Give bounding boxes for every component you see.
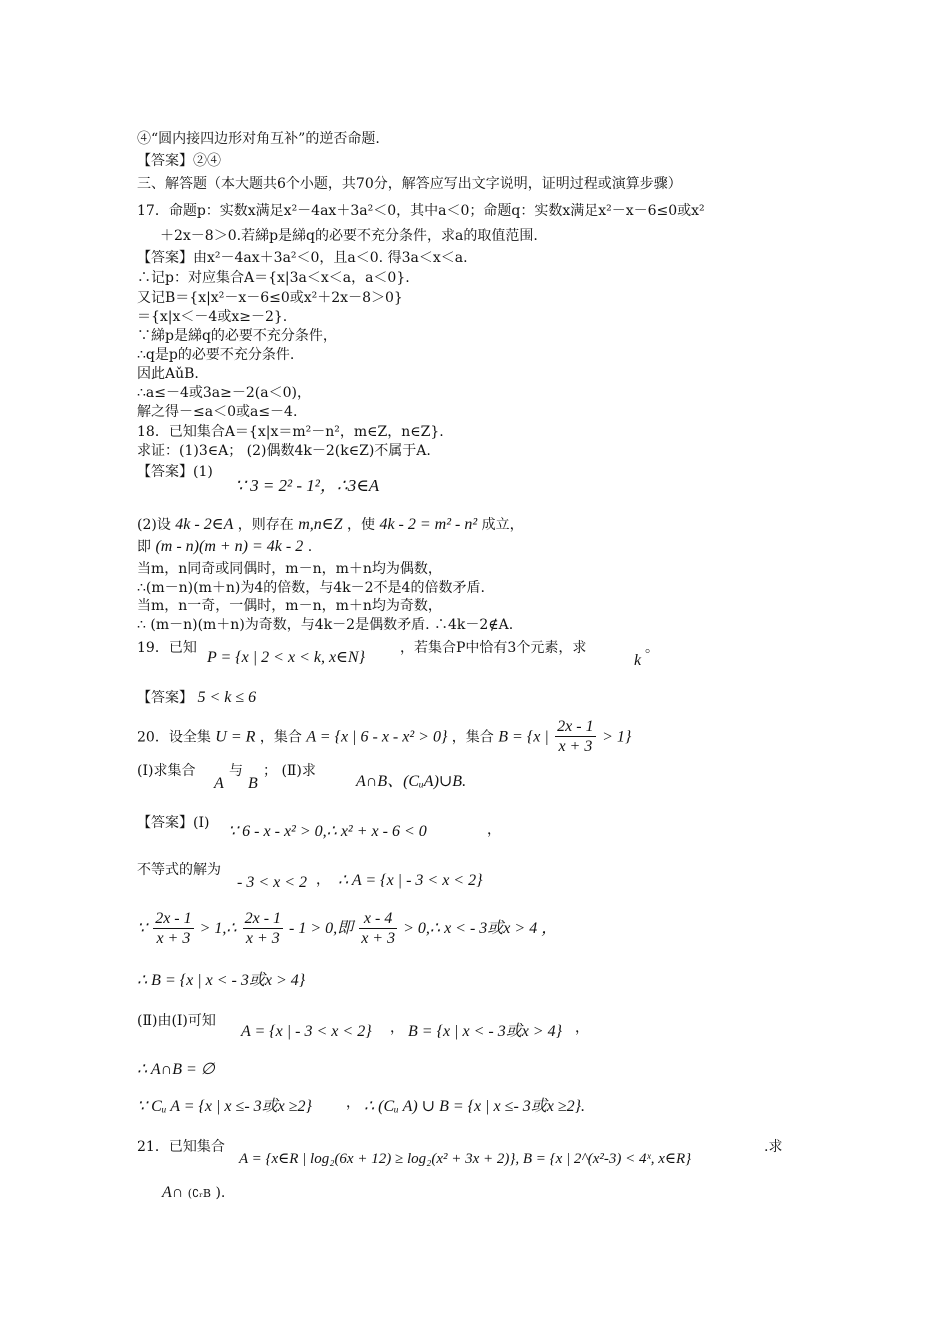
math-line: ∴ B = {x | x < - 3或x > 4} <box>137 972 306 989</box>
text-fragment: (Ⅱ)由(Ⅰ)可知 <box>137 1013 216 1029</box>
math-line: ∴ A∩B = ∅ <box>137 1061 215 1078</box>
fraction-denominator: x + 3 <box>361 930 396 948</box>
because-symbol: ∵ <box>137 919 148 937</box>
question-18: 18．已知集合A＝{x|x＝m²－n²，m∈Z，n∈Z}. <box>137 424 444 440</box>
text-fragment: ， <box>346 1095 360 1111</box>
math-expression: (m - n)(m + n) = 4k - 2 <box>155 538 304 555</box>
fraction <box>359 910 397 949</box>
fraction <box>555 718 595 757</box>
math-variable: B <box>248 775 258 792</box>
text-fragment: ，使 <box>347 517 375 533</box>
question-18-prove: 求证：(1)3∈A； (2)偶数4k－2(k∈Z)不属于A. <box>137 443 431 459</box>
fraction-numerator: 2x - 1 <box>153 910 193 929</box>
fraction <box>243 910 283 949</box>
question-19: 19．已知 <box>137 640 197 656</box>
text-fragment: . <box>307 539 313 555</box>
text-fragment: .求 <box>764 1139 783 1155</box>
text-fragment: 不等式的解为 <box>137 862 221 878</box>
text-line <box>137 537 312 557</box>
text-line: ∴记p：对应集合A＝{x|3a＜x＜a，a＜0}. <box>137 270 410 286</box>
section-heading: 三、解答题（本大题共6个小题，共70分，解答应写出文字说明，证明过程或演算步骤） <box>137 176 682 192</box>
text-line: ④“圆内接四边形对角互补”的逆否命题. <box>137 131 380 147</box>
answer-17: 【答案】由x²－4ax＋3a²＜0，且a＜0. 得3a＜x＜a. <box>137 250 468 266</box>
answer-label: 【答案】 <box>137 690 193 706</box>
text-fragment: (2)设 <box>137 517 171 533</box>
text-line <box>137 688 256 708</box>
math-expression: ∵ 6 - x - x² > 0,∴ x² + x - 6 < 0 <box>228 823 427 840</box>
fraction-numerator: 2x - 1 <box>555 718 595 737</box>
fraction-denominator: x + 3 <box>245 930 280 948</box>
fraction-numerator: x - 4 <box>359 910 397 929</box>
math-expression: 5 < k ≤ 6 <box>197 689 257 706</box>
fraction <box>153 910 193 949</box>
math-expression: > 1,∴ <box>199 919 237 937</box>
text-line: 解之得－≤a＜0或a≤－4. <box>137 404 298 420</box>
text-line: 当m，n同奇或同偶时，m－n，m＋n均为偶数， <box>137 561 442 577</box>
text-fragment: 即 <box>137 539 151 555</box>
math-variable: A <box>214 775 224 792</box>
text-line: ∵綈p是綈q的必要不充分条件， <box>137 328 337 344</box>
math-expression: P = {x | 2 < x < k, x∈N} <box>207 649 365 666</box>
text-line: ∴ (m－n)(m＋n)为奇数，与4k－2是偶数矛盾. ∴4k－2∉A. <box>137 617 514 633</box>
question-20 <box>137 718 631 757</box>
text-fragment: ， <box>487 822 501 838</box>
text-fragment: ，则存在 <box>237 517 294 533</box>
math-expression: ∵ 3 = 2² - 1²，∴3∈A <box>235 476 380 495</box>
text-line: ∴(m－n)(m＋n)为4的倍数，与4k－2不是4的倍数矛盾. <box>137 580 485 596</box>
math-expression: - 3 < x < 2 <box>237 874 308 891</box>
text-fragment: ； (Ⅱ)求 <box>263 763 316 779</box>
math-expression: ∵ Cᵤ A = {x | x ≤- 3或x ≥2} <box>137 1098 312 1115</box>
text-fragment: ). <box>215 1185 226 1201</box>
math-expression: A = {x | - 3 < x < 2} <box>241 1023 372 1040</box>
math-expression: 4k - 2 = m² - n² <box>379 516 478 533</box>
math-expression: B = {x | x < - 3或x > 4} <box>408 1023 562 1040</box>
text-fragment: ， <box>390 1020 404 1036</box>
math-expression: ∴ (Cᵤ A) ∪ B = {x | x ≤- 3或x ≥2}. <box>364 1098 586 1115</box>
math-variable: k <box>634 652 642 669</box>
question-17: 17．命题p：实数x满足x²－4ax＋3a²＜0，其中a＜0；命题q：实数x满足x²－x－6≤0或x² <box>137 203 705 219</box>
fraction-denominator: x + 3 <box>558 738 593 756</box>
text-fragment: ，集合 <box>451 729 494 746</box>
math-expression: A = {x | 6 - x - x² > 0} <box>306 728 448 746</box>
math-line <box>137 910 557 949</box>
text-fragment: ， <box>575 1020 589 1036</box>
answer-18-label: 【答案】(1) <box>137 464 213 480</box>
text-line: ＝{x|x＜－4或x≥－2}. <box>137 309 288 325</box>
fraction-numerator: 2x - 1 <box>243 910 283 929</box>
text-line <box>137 515 524 535</box>
text-line: 又记B＝{x|x²－x－6≤0或x²＋2x－8＞0} <box>137 290 403 306</box>
math-expression: A∩B、(CᵤA)∪B. <box>356 773 467 790</box>
text-fragment: (Ⅰ)求集合 <box>137 763 196 779</box>
math-expression: m,n∈Z <box>298 516 343 533</box>
text-fragment: ，集合 <box>259 729 302 746</box>
text-fragment: 成立， <box>481 517 524 533</box>
text-fragment: ，若集合P中恰有3个元素，求 <box>400 640 587 656</box>
text-line: ∴q是p的必要不充分条件. <box>137 347 295 363</box>
fraction-denominator: x + 3 <box>156 930 191 948</box>
math-expression: B = {x | <box>498 728 549 746</box>
math-expression: > 1} <box>602 728 632 746</box>
math-expression: (∁ᵣB <box>187 1187 211 1200</box>
text-fragment: 与 <box>229 763 243 779</box>
math-expression: 4k - 2∈A <box>175 516 234 533</box>
answer-label: 【答案】(Ⅰ) <box>137 815 210 831</box>
text-fragment: ， <box>541 919 558 937</box>
text-line <box>162 1183 225 1203</box>
text-fragment: ， <box>316 872 330 888</box>
math-expression: > 0,∴ x < - 3或x > 4 <box>403 919 538 937</box>
math-expression: A = {x∈R | log₂(6x + 12) ≥ log₂(x² + 3x + 2)}, B = {x | 2^(x²-3) < 4ˣ, x∈R} <box>239 1151 692 1167</box>
text-fragment: 20．设全集 <box>137 729 211 746</box>
text-line: 因此AǔB. <box>137 366 199 382</box>
math-expression: A∩ <box>162 1184 184 1201</box>
text-line: 当m，n一奇，一偶时，m－n，m＋n均为奇数， <box>137 598 442 614</box>
math-expression: U = R <box>215 728 256 746</box>
text-line: ∴a≤－4或3a≥－2(a＜0)， <box>137 385 311 401</box>
question-21: 21．已知集合 <box>137 1139 225 1155</box>
math-expression: ∴ A = {x | - 3 < x < 2} <box>338 872 483 889</box>
answer-label: 【答案】②④ <box>137 153 221 169</box>
math-expression: - 1 > 0,即 <box>289 919 354 937</box>
text-fragment: 。 <box>645 640 659 656</box>
question-17-cont: ＋2x－8＞0.若綈p是綈q的必要不充分条件，求a的取值范围. <box>160 228 538 244</box>
